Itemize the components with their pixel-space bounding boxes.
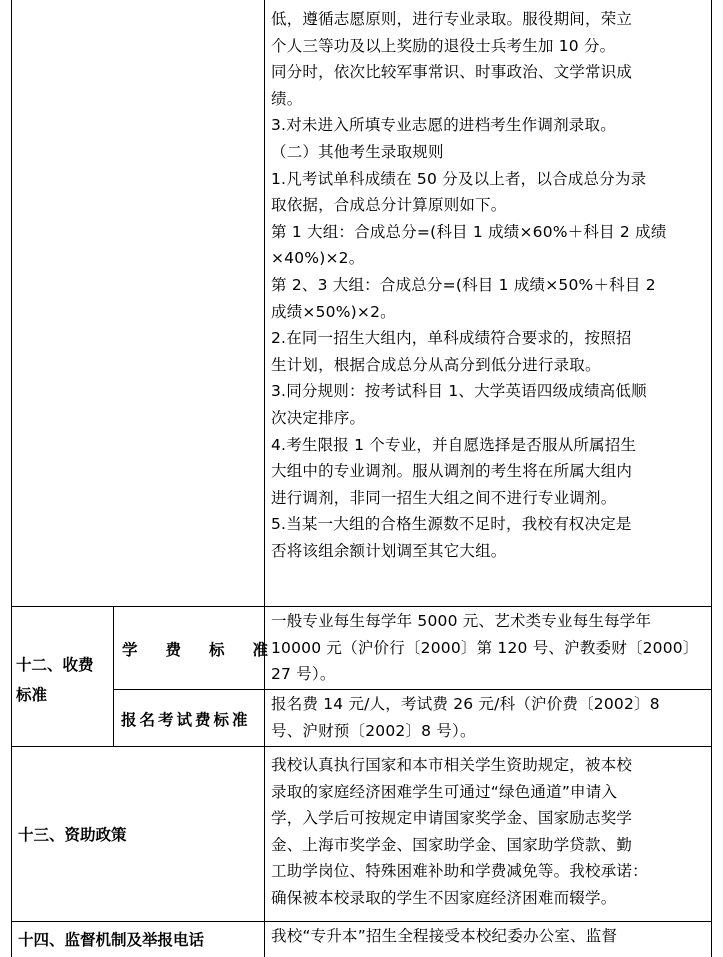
text-line: 大组中的专业调剂。服从调剂的考生将在所属大组内 [271,462,633,481]
admission-rules-text [271,6,667,564]
supervision-text [271,923,617,950]
supervision-section-label: 十四、监督机制及举报电话 [18,931,205,949]
text-line: （二）其他考生录取规则 [271,142,444,161]
fees-section-label-line2: 标准 [16,686,48,704]
aid-text [271,752,648,912]
fees-section-label [16,650,94,710]
text-line: 5.当某一大组的合格生源数不足时，我校有权决定是 [271,515,632,534]
fees-section-label-line1: 十二、收费 [16,656,94,674]
text-line: 4.考生限报 1 个专业，并自愿选择是否服从所属招生 [271,435,637,454]
text-line: 27 号）。 [271,665,336,684]
row-divider-supervision-top [11,921,712,922]
text-line: 低，遵循志愿原则，进行专业录取。服役期间，荣立 [271,10,633,28]
text-line: 同分时，依次比较军事常识、时事政治、文学常识成 [271,63,633,82]
tuition-label: 学费标准 [122,641,297,659]
exam-fee-label: 报名考试费标准 [121,711,251,729]
text-line: 个人三等功及以上奖励的退役士兵考生加 10 分。 [271,36,616,55]
text-line: 号、沪财预〔2002〕8 号）。 [271,721,476,740]
row-divider-fees-top [11,606,712,607]
row-divider-fee-sub [113,689,712,690]
text-line: 我校“专升本”招生全程接受本校纪委办公室、监督 [271,927,618,945]
text-line: 报名费 14 元/人，考试费 26 元/科（沪价费〔2002〕8 [271,695,660,713]
content-column-divider [264,0,265,957]
text-line: 成绩×50%)×2。 [271,302,396,321]
table-border-left [11,0,12,957]
text-line: 1.凡考试单科成绩在 50 分及以上者，以合成总分为录 [271,169,647,188]
text-line: 确保被本校录取的学生不因家庭经济困难而辍学。 [271,888,617,907]
exam-fee-text [271,691,660,744]
text-line: 金、上海市奖学金、国家助学金、国家助学贷款、勤 [271,835,633,854]
row-divider-aid-top [11,746,712,747]
text-line: 取依据，合成总分计算原则如下。 [271,196,507,215]
table-border-right [711,0,712,957]
aid-section-label: 十三、资助政策 [18,826,127,844]
fee-subcolumn-divider [113,606,114,746]
text-line: 否将该组余额计划调至其它大组。 [271,541,507,560]
text-line: 进行调剂，非同一招生大组之间不进行专业调剂。 [271,488,617,507]
text-line: 第 1 大组：合成总分=(科目 1 成绩×60%＋科目 2 成绩 [271,222,667,241]
text-line: ×40%)×2。 [271,249,365,268]
text-line: 绩。 [271,89,303,108]
text-line: 第 2、3 大组：合成总分=(科目 1 成绩×50%＋科目 2 [271,275,656,294]
text-line: 录取的家庭经济困难学生可通过“绿色通道”申请入 [271,782,618,801]
text-line: 一般专业每生每学年 5000 元、艺术类专业每生每学年 [271,612,652,630]
tuition-text [271,608,699,688]
text-line: 工助学岗位、特殊困难补助和学费减免等。我校承诺： [271,862,648,881]
text-line: 次决定排序。 [271,408,366,427]
text-line: 学，入学后可按规定申请国家奖学金、国家励志奖学 [271,809,633,828]
text-line: 我校认真执行国家和本市相关学生资助规定，被本校 [271,756,633,774]
text-line: 3.对未进入所填专业志愿的进档考生作调剂录取。 [271,116,616,135]
text-line: 2.在同一招生大组内，单科成绩符合要求的，按照招 [271,329,632,348]
text-line: 3.同分规则：按考试科目 1、大学英语四级成绩高低顺 [271,382,647,401]
text-line: 生计划，根据合成总分从高分到低分进行录取。 [271,355,601,374]
text-line: 10000 元（沪价行〔2000〕第 120 号、沪教委财〔2000〕 [271,638,699,657]
